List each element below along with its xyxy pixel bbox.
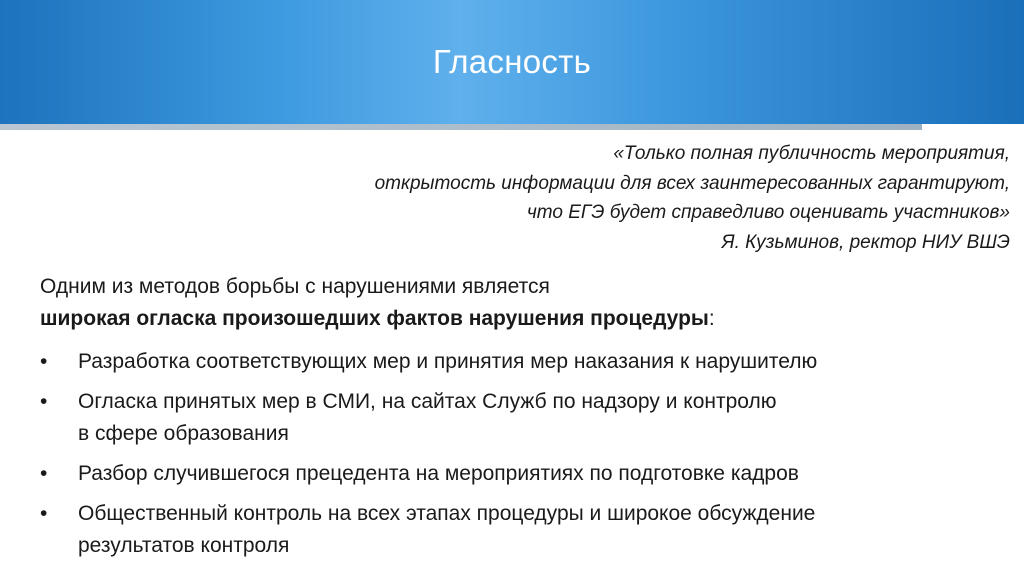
bullet-text xyxy=(78,346,1010,378)
quote-line: открытость информации для всех заинтересованных гарантируют, xyxy=(374,172,1010,194)
bullet-marker: • xyxy=(40,502,48,525)
quote-line: что ЕГЭ будет справедливо оценивать участников» xyxy=(526,202,1010,223)
slide-title: Гласность xyxy=(432,43,592,80)
bullet-text-line: Огласка принятых мер в СМИ, на сайтах Служб по надзору и контролю xyxy=(78,390,777,413)
list-item xyxy=(40,346,1010,378)
intro-paragraph xyxy=(40,271,1000,335)
list-item xyxy=(40,498,1010,562)
bullet-text-line: Общественный контроль на всех этапах процедуры и широкое обсуждение xyxy=(78,502,816,525)
epigraph-quote xyxy=(130,139,1010,257)
bullet-text-line: Разработка соответствующих мер и принятия мер наказания к нарушителю xyxy=(78,350,818,373)
bullet-text-line: Разбор случившегося прецедента на мероприятиях по подготовке кадров xyxy=(78,462,799,485)
intro-colon: : xyxy=(708,307,715,330)
bullet-marker: • xyxy=(40,390,48,413)
intro-bold-text: широкая огласка произошедших фактов нарушения процедуры xyxy=(40,307,709,330)
bullet-list xyxy=(40,346,1010,570)
list-item xyxy=(40,458,1010,490)
bullet-text xyxy=(78,386,1010,450)
bullet-marker: • xyxy=(40,350,48,373)
bullet-text xyxy=(78,498,1010,562)
list-item xyxy=(40,386,1010,450)
intro-line-emphasis xyxy=(40,303,1000,335)
bullet-text-line: результатов контроля xyxy=(78,534,290,557)
bullet-text xyxy=(78,458,1010,490)
intro-line: Одним из методов борьбы с нарушениями является xyxy=(40,275,550,298)
quote-attribution: Я. Кузьминов, ректор НИУ ВШЭ xyxy=(721,231,1010,253)
bullet-marker: • xyxy=(40,462,48,485)
quote-line: «Только полная публичность мероприятия, xyxy=(613,143,1010,164)
bullet-text-line: в сфере образования xyxy=(78,422,289,445)
header-divider xyxy=(0,124,922,130)
